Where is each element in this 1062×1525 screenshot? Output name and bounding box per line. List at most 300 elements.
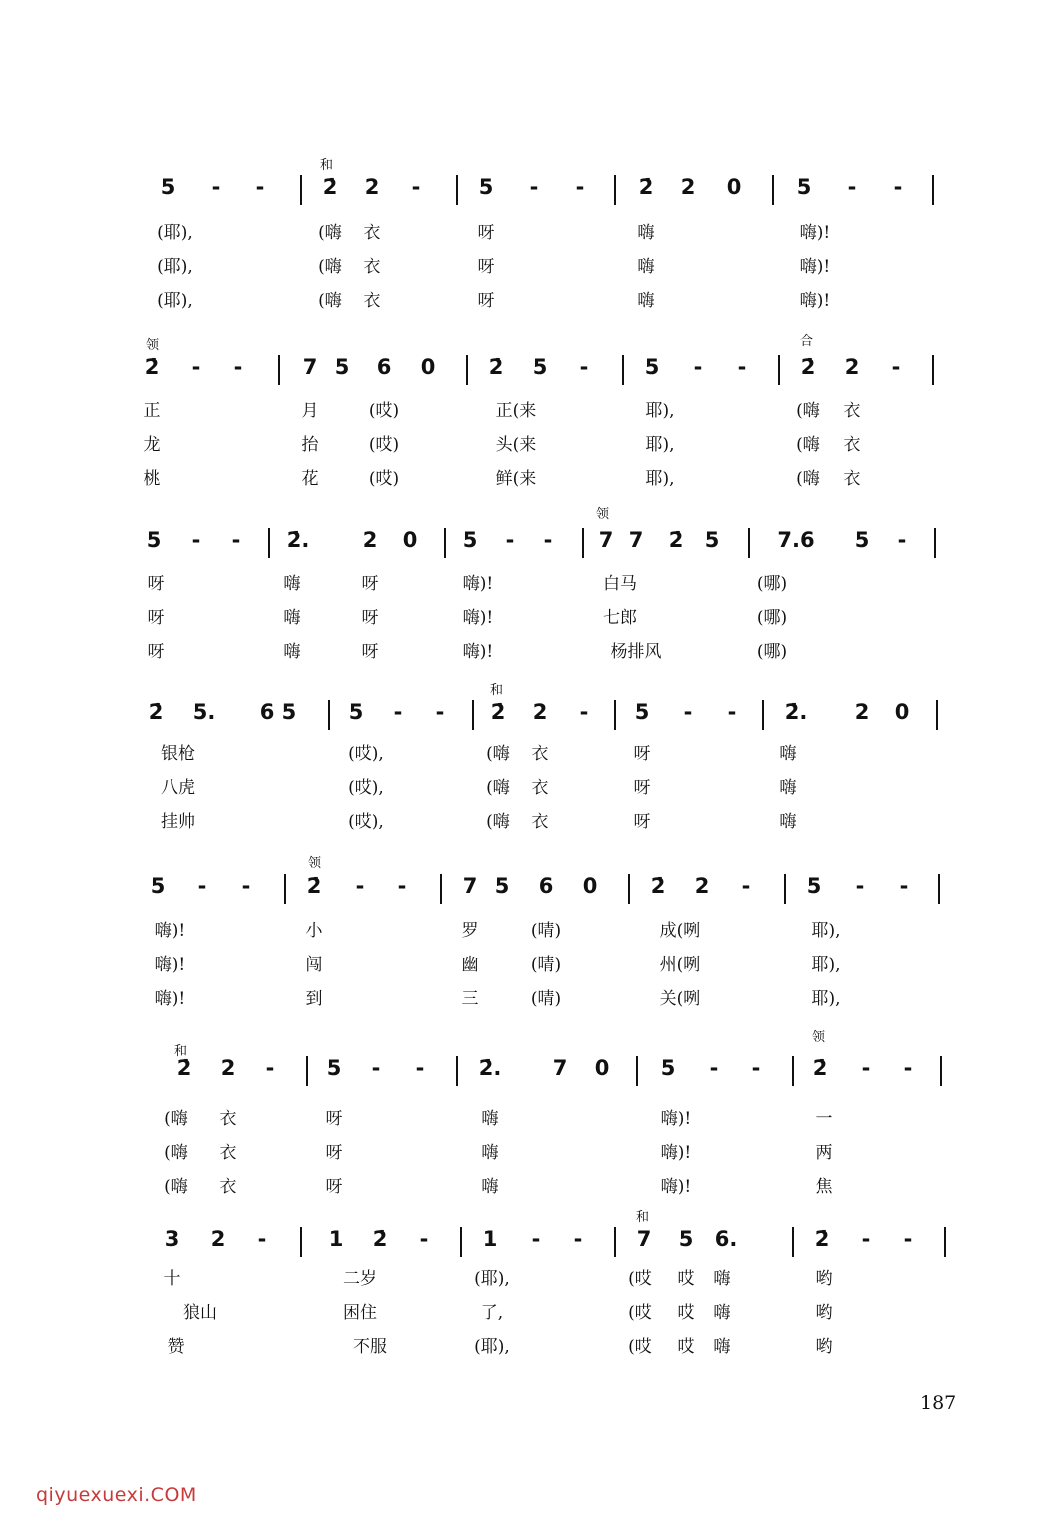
bar-line — [614, 700, 616, 730]
lyric-row — [0, 430, 1062, 454]
lyric: (嗨 — [486, 778, 510, 798]
lyric: 关(咧 — [659, 989, 701, 1009]
lyric: 呀 — [361, 642, 379, 662]
lyric: 衣 — [363, 291, 381, 311]
note: 2̇ — [306, 874, 322, 898]
note: 5 — [326, 1056, 342, 1080]
bar-line — [762, 700, 764, 730]
note: 2 — [532, 700, 548, 724]
lyric: 哟 — [815, 1269, 833, 1289]
lyric: (嗨 — [796, 469, 820, 489]
note: - — [529, 175, 539, 199]
lyric: 嗨 — [637, 257, 655, 277]
note: - — [419, 1227, 429, 1251]
lyric: 嗨)! — [660, 1109, 692, 1129]
bar-line — [938, 874, 940, 904]
note: 5 — [806, 874, 822, 898]
lyric: 嗨 — [283, 608, 301, 628]
lyric: 衣 — [843, 469, 861, 489]
lyric: 嗨 — [481, 1177, 499, 1197]
note: 2 — [694, 874, 710, 898]
lyric: 呀 — [325, 1143, 343, 1163]
note: - — [265, 1056, 275, 1080]
lyric: 衣 — [363, 223, 381, 243]
bar-line — [278, 355, 280, 385]
note: 5 — [334, 355, 350, 379]
note: - — [505, 528, 515, 552]
note: 5 — [160, 175, 176, 199]
lyric: 嗨 — [713, 1269, 731, 1289]
note: 1 — [482, 1227, 498, 1251]
note: - — [543, 528, 553, 552]
note: 2̇ — [812, 1056, 828, 1080]
note: 2̇ — [814, 1227, 830, 1251]
note: 7 — [552, 1056, 568, 1080]
lyric: 衣 — [843, 435, 861, 455]
lyric: 衣 — [531, 812, 549, 832]
lyric: 嗨 — [637, 291, 655, 311]
bar-line — [784, 874, 786, 904]
lyric: 三 — [461, 989, 479, 1009]
lyric: 正 — [143, 401, 161, 421]
note: - — [893, 175, 903, 199]
lyric: 嗨 — [637, 223, 655, 243]
lyric: 嗨)! — [154, 955, 186, 975]
note: - — [861, 1227, 871, 1251]
lyric: (啨) — [530, 955, 562, 975]
note: 2̇. — [286, 528, 310, 552]
lyric-row — [0, 464, 1062, 488]
note: - — [191, 355, 201, 379]
note: 2̇ — [490, 700, 506, 724]
lyric: 呀 — [147, 574, 165, 594]
lyric: 耶), — [645, 401, 675, 421]
lyric: 小 — [305, 921, 323, 941]
note: 2 — [210, 1227, 226, 1251]
note: - — [737, 355, 747, 379]
note: 5. — [192, 700, 216, 724]
lyric: (嗨 — [318, 291, 342, 311]
lyric: 呀 — [361, 574, 379, 594]
lyric: (哎) — [368, 435, 400, 455]
lyric: (耶), — [157, 257, 193, 277]
note: - — [861, 1056, 871, 1080]
bar-line — [460, 1227, 462, 1257]
bar-line — [622, 355, 624, 385]
bar-line — [778, 355, 780, 385]
lyric: 罗 — [461, 921, 479, 941]
lyric: 嗨)! — [462, 642, 494, 662]
lyric: (耶), — [474, 1337, 510, 1357]
lyric: 十 — [163, 1269, 181, 1289]
bar-line — [268, 528, 270, 558]
lyric: (嗨 — [486, 744, 510, 764]
note: - — [233, 355, 243, 379]
note: 5 — [634, 700, 650, 724]
role-marker: 领 — [812, 1030, 826, 1045]
note: - — [231, 528, 241, 552]
lyric: (嗨 — [164, 1109, 188, 1129]
bar-line — [306, 1056, 308, 1086]
note: 5 — [644, 355, 660, 379]
note: 2̇ — [372, 1227, 388, 1251]
note: 2 — [364, 175, 380, 199]
role-marker: 合 — [800, 334, 814, 349]
lyric: (嗨 — [486, 812, 510, 832]
lyric: 花 — [301, 469, 319, 489]
lyric: 幽 — [461, 955, 479, 975]
role-marker: 和 — [174, 1044, 188, 1059]
note: 7.6 — [777, 528, 815, 552]
bar-line — [440, 874, 442, 904]
lyric: 闯 — [305, 955, 323, 975]
note: 0 — [582, 874, 598, 898]
lyric: 嗨 — [779, 744, 797, 764]
note: 5 — [348, 700, 364, 724]
bar-line — [466, 355, 468, 385]
bar-line — [944, 1227, 946, 1257]
bar-line — [472, 700, 474, 730]
role-marker: 和 — [490, 683, 504, 698]
lyric: 鲜(来 — [495, 469, 537, 489]
lyric: (哎 — [628, 1303, 652, 1323]
lyric-row — [0, 218, 1062, 242]
note: - — [241, 874, 251, 898]
lyric: 衣 — [219, 1177, 237, 1197]
note: 2̇ — [144, 355, 160, 379]
note: 5 — [462, 528, 478, 552]
lyric: 嗨 — [283, 642, 301, 662]
bar-line — [328, 700, 330, 730]
bar-line — [792, 1227, 794, 1257]
note: - — [709, 1056, 719, 1080]
lyric: 呀 — [147, 608, 165, 628]
lyric: (啨) — [530, 989, 562, 1009]
note: 2̇ — [322, 175, 338, 199]
lyric: (哎) — [368, 469, 400, 489]
lyric: 州(咧 — [659, 955, 701, 975]
bar-line — [932, 175, 934, 205]
note: - — [415, 1056, 425, 1080]
bar-line — [936, 700, 938, 730]
note: 7 — [628, 528, 644, 552]
lyric-row — [0, 950, 1062, 974]
lyric: 两 — [815, 1143, 833, 1163]
note: 2̇ — [148, 700, 164, 724]
lyric: 哎 — [677, 1269, 695, 1289]
lyric: 头(来 — [495, 435, 537, 455]
lyric: 七郎 — [603, 608, 637, 628]
lyric: 嗨)! — [462, 608, 494, 628]
lyric: 衣 — [219, 1109, 237, 1129]
role-marker: 和 — [636, 1210, 650, 1225]
lyric: 成(咧 — [659, 921, 701, 941]
note: - — [903, 1056, 913, 1080]
note: 0 — [894, 700, 910, 724]
lyric: 呀 — [477, 223, 495, 243]
lyric-row — [0, 396, 1062, 420]
page-number: 187 — [920, 1392, 957, 1414]
note: 7 — [302, 355, 318, 379]
bar-line — [300, 1227, 302, 1257]
lyric-row — [0, 1172, 1062, 1196]
bar-line — [636, 1056, 638, 1086]
lyric: 嗨)! — [799, 223, 831, 243]
note: 5 — [854, 528, 870, 552]
note: 6 — [538, 874, 554, 898]
lyric: 挂帅 — [161, 812, 195, 832]
lyric: (嗨 — [318, 223, 342, 243]
note: 2̇ — [650, 874, 666, 898]
lyric-row — [0, 1298, 1062, 1322]
lyric: (嗨 — [796, 435, 820, 455]
lyric: 嗨)! — [799, 257, 831, 277]
lyric: 嗨)! — [154, 989, 186, 1009]
bar-line — [940, 1056, 942, 1086]
note: - — [575, 175, 585, 199]
lyric: 耶), — [811, 921, 841, 941]
note: 0 — [594, 1056, 610, 1080]
lyric-row — [0, 1138, 1062, 1162]
bar-line — [772, 175, 774, 205]
lyric: (哪) — [756, 608, 788, 628]
lyric: 八虎 — [161, 778, 195, 798]
role-marker: 领 — [596, 507, 610, 522]
lyric: 呀 — [477, 291, 495, 311]
lyric: 嗨 — [283, 574, 301, 594]
lyric: (哎) — [368, 401, 400, 421]
note: - — [257, 1227, 267, 1251]
note: - — [197, 874, 207, 898]
note: 2 — [220, 1056, 236, 1080]
note: - — [897, 528, 907, 552]
note: 5 — [478, 175, 494, 199]
note: - — [727, 700, 737, 724]
lyric-row — [0, 603, 1062, 627]
note: 2 — [854, 700, 870, 724]
lyric: (嗨 — [318, 257, 342, 277]
lyric: (哎), — [348, 744, 384, 764]
bar-line — [748, 528, 750, 558]
lyric: 嗨 — [481, 1143, 499, 1163]
lyric: 正(来 — [495, 401, 537, 421]
lyric: 嗨 — [713, 1337, 731, 1357]
note: - — [847, 175, 857, 199]
bar-line — [300, 175, 302, 205]
bar-line — [932, 355, 934, 385]
bar-line — [582, 528, 584, 558]
lyric: 呀 — [633, 744, 651, 764]
lyric-row — [0, 984, 1062, 1008]
lyric: 桃 — [143, 469, 161, 489]
lyric: (哎 — [628, 1337, 652, 1357]
note: 2̇ — [668, 528, 684, 552]
note: - — [891, 355, 901, 379]
lyric: 衣 — [363, 257, 381, 277]
lyric-row — [0, 1104, 1062, 1128]
lyric: 嗨)! — [154, 921, 186, 941]
note: - — [371, 1056, 381, 1080]
lyric: 不服 — [353, 1337, 387, 1357]
note: 1 — [328, 1227, 344, 1251]
lyric: 哟 — [815, 1303, 833, 1323]
lyric-row — [0, 252, 1062, 276]
bar-line — [628, 874, 630, 904]
note: 5 — [660, 1056, 676, 1080]
note: 5 — [704, 528, 720, 552]
lyric: (哎), — [348, 812, 384, 832]
lyric: 呀 — [325, 1109, 343, 1129]
lyric: (哪) — [756, 642, 788, 662]
note: - — [899, 874, 909, 898]
note: - — [411, 175, 421, 199]
note: 2 — [680, 175, 696, 199]
bar-line — [456, 1056, 458, 1086]
lyric: 嗨 — [713, 1303, 731, 1323]
lyric: 嗨 — [779, 812, 797, 832]
lyric-row — [0, 807, 1062, 831]
note: 5 — [532, 355, 548, 379]
note: - — [393, 700, 403, 724]
lyric-row — [0, 1264, 1062, 1288]
note: 3 — [164, 1227, 180, 1251]
lyric-row — [0, 569, 1062, 593]
bar-line — [444, 528, 446, 558]
lyric: 杨排风 — [610, 642, 662, 662]
note: 5 — [150, 874, 166, 898]
note: - — [683, 700, 693, 724]
lyric: (嗨 — [164, 1143, 188, 1163]
note: 5 — [678, 1227, 694, 1251]
note: - — [579, 355, 589, 379]
bar-line — [456, 175, 458, 205]
lyric: 耶), — [811, 989, 841, 1009]
lyric-row — [0, 916, 1062, 940]
lyric-row — [0, 286, 1062, 310]
note: 7 — [462, 874, 478, 898]
note: - — [397, 874, 407, 898]
lyric: 呀 — [633, 778, 651, 798]
lyric: 衣 — [219, 1143, 237, 1163]
note: 0 — [402, 528, 418, 552]
lyric: 抬 — [301, 435, 319, 455]
lyric: 呀 — [361, 608, 379, 628]
lyric: 耶), — [645, 469, 675, 489]
note: 2̇. — [784, 700, 808, 724]
note: 5 — [494, 874, 510, 898]
lyric: (耶), — [474, 1269, 510, 1289]
lyric: (哎), — [348, 778, 384, 798]
lyric: 白马 — [603, 574, 637, 594]
note: 2̇ — [488, 355, 504, 379]
lyric-row — [0, 739, 1062, 763]
note: 6 5 — [259, 700, 297, 724]
lyric: 困住 — [343, 1303, 377, 1323]
site-watermark: qiyuexuexi.COM — [36, 1484, 197, 1506]
lyric: 二岁 — [343, 1269, 377, 1289]
note: 7 — [636, 1227, 652, 1251]
lyric: 呀 — [325, 1177, 343, 1197]
lyric: 哟 — [815, 1337, 833, 1357]
note: - — [579, 700, 589, 724]
lyric: (啨) — [530, 921, 562, 941]
note: - — [355, 874, 365, 898]
note: - — [531, 1227, 541, 1251]
note: - — [903, 1227, 913, 1251]
lyric-row — [0, 637, 1062, 661]
note: - — [693, 355, 703, 379]
lyric: 嗨 — [481, 1109, 499, 1129]
lyric: 了, — [480, 1303, 504, 1323]
note: 2̇. — [478, 1056, 502, 1080]
note: 2̇ — [176, 1056, 192, 1080]
lyric: 衣 — [531, 778, 549, 798]
lyric: (耶), — [157, 291, 193, 311]
lyric: 龙 — [143, 435, 161, 455]
note: - — [191, 528, 201, 552]
note: - — [435, 700, 445, 724]
bar-line — [792, 1056, 794, 1086]
bar-line — [614, 1227, 616, 1257]
note: 0 — [726, 175, 742, 199]
lyric: 嗨 — [779, 778, 797, 798]
note: 2 — [844, 355, 860, 379]
bar-line — [614, 175, 616, 205]
note: 5 — [796, 175, 812, 199]
lyric-row — [0, 773, 1062, 797]
lyric: 嗨)! — [660, 1143, 692, 1163]
note: 7 — [598, 528, 614, 552]
lyric: (耶), — [157, 223, 193, 243]
lyric-row — [0, 1332, 1062, 1356]
role-marker: 领 — [146, 338, 160, 353]
note: 2 — [362, 528, 378, 552]
lyric: 呀 — [477, 257, 495, 277]
lyric: 银枪 — [161, 744, 195, 764]
lyric: (哪) — [756, 574, 788, 594]
note: - — [751, 1056, 761, 1080]
lyric: 呀 — [633, 812, 651, 832]
lyric: (嗨 — [796, 401, 820, 421]
lyric: 嗨)! — [660, 1177, 692, 1197]
lyric: 到 — [305, 989, 323, 1009]
note: 5 — [146, 528, 162, 552]
lyric: 嗨)! — [462, 574, 494, 594]
lyric: 耶), — [645, 435, 675, 455]
lyric: 一 — [815, 1109, 833, 1129]
lyric: 耶), — [811, 955, 841, 975]
note: 6. — [714, 1227, 738, 1251]
lyric: 衣 — [531, 744, 549, 764]
note: 0 — [420, 355, 436, 379]
note: - — [741, 874, 751, 898]
lyric: 焦 — [815, 1177, 833, 1197]
lyric: (哎 — [628, 1269, 652, 1289]
lyric: 狼山 — [183, 1303, 217, 1323]
lyric: 衣 — [843, 401, 861, 421]
note: - — [855, 874, 865, 898]
note: 2̇ — [638, 175, 654, 199]
note: 6 — [376, 355, 392, 379]
lyric: 哎 — [677, 1303, 695, 1323]
bar-line — [934, 528, 936, 558]
role-marker: 领 — [308, 856, 322, 871]
note: - — [573, 1227, 583, 1251]
lyric: 月 — [301, 401, 319, 421]
lyric: 赞 — [167, 1337, 185, 1357]
lyric: 哎 — [677, 1337, 695, 1357]
lyric: 呀 — [147, 642, 165, 662]
